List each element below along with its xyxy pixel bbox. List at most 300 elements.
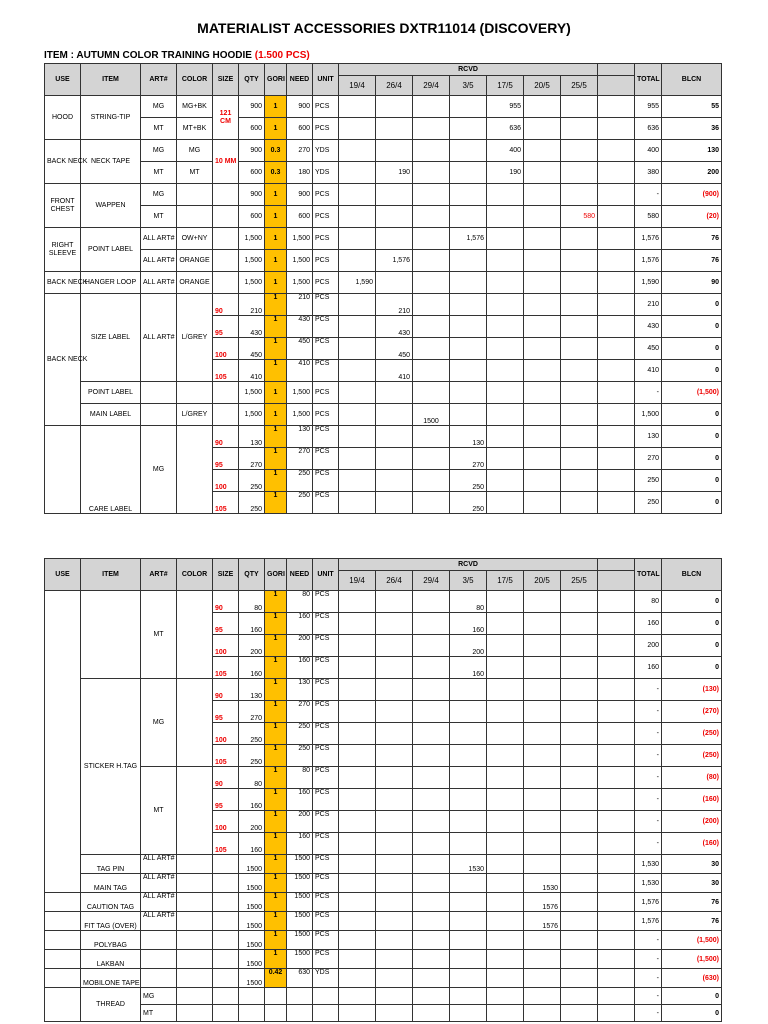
rcvd-date-cell (413, 833, 450, 855)
rcvd-date-cell (487, 206, 524, 228)
rcvd-date-cell (450, 950, 487, 969)
table-row (45, 228, 722, 250)
qty-cell: 160 (239, 657, 265, 679)
rcvd-date-cell (413, 1005, 450, 1022)
gori-cell: 1 (265, 96, 287, 118)
art-cell (141, 950, 177, 969)
rcvd-date-cell (376, 492, 413, 514)
size-cell: 95 (213, 448, 239, 470)
color-cell (177, 767, 213, 855)
need-cell: 130 (287, 426, 313, 448)
rcvd-date-cell (339, 723, 376, 745)
total-cell: - (635, 1005, 662, 1022)
use-cell (45, 988, 81, 1022)
col-header-item: ITEM (81, 64, 141, 96)
size-cell (213, 404, 239, 426)
gori-cell: 1 (265, 404, 287, 426)
color-cell (177, 1005, 213, 1022)
rcvd-blank-cell (598, 140, 635, 162)
table-row (45, 591, 722, 613)
rcvd-date-cell (487, 657, 524, 679)
size-cell: 105 (213, 360, 239, 382)
rcvd-date-cell (413, 206, 450, 228)
unit-cell: PCS (313, 206, 339, 228)
qty-cell: 1,500 (239, 250, 265, 272)
gori-cell: 0.42 (265, 969, 287, 988)
rcvd-date-cell (413, 426, 450, 448)
gori-cell: 1 (265, 294, 287, 316)
color-cell (177, 184, 213, 206)
gori-cell: 1 (265, 382, 287, 404)
gori-cell: 1 (265, 893, 287, 912)
art-cell: ALL ART# (141, 912, 177, 931)
size-cell: 105 (213, 833, 239, 855)
rcvd-date-cell (450, 789, 487, 811)
unit-cell: PCS (313, 118, 339, 140)
rcvd-blank-cell (598, 789, 635, 811)
rcvd-date-cell (376, 184, 413, 206)
item-label: ITEM : AUTUMN COLOR TRAINING HOODIE (44, 50, 252, 61)
total-cell: 1,590 (635, 272, 662, 294)
rcvd-date-cell: 190 (376, 162, 413, 184)
rcvd-date-cell (561, 988, 598, 1005)
art-cell: MG (141, 988, 177, 1005)
rcvd-date-cell (413, 874, 450, 893)
rcvd-date-cell (561, 855, 598, 874)
rcvd-date-cell (376, 789, 413, 811)
balance-cell: 55 (662, 96, 722, 118)
rcvd-date-cell (561, 470, 598, 492)
rcvd-date-cell (413, 988, 450, 1005)
unit-cell (313, 1005, 339, 1022)
need-cell (287, 1005, 313, 1022)
art-cell: MT (141, 591, 177, 679)
rcvd-blank-cell (598, 184, 635, 206)
rcvd-date-cell (450, 140, 487, 162)
col-header-blank (598, 64, 635, 76)
qty-cell: 600 (239, 206, 265, 228)
total-cell: 200 (635, 635, 662, 657)
rcvd-date-cell (561, 184, 598, 206)
rcvd-date-cell (413, 250, 450, 272)
rcvd-date-cell (339, 294, 376, 316)
color-cell (177, 893, 213, 912)
size-cell: 90 (213, 679, 239, 701)
rcvd-date-cell (339, 228, 376, 250)
balance-cell: 0 (662, 492, 722, 514)
col-header-unit: UNIT (313, 559, 339, 591)
size-cell: 90 (213, 767, 239, 789)
use-cell (45, 969, 81, 988)
use-cell (45, 591, 81, 893)
col-header-date: 20/5 (524, 76, 561, 96)
materials-table-1 (44, 63, 722, 514)
rcvd-date-cell (450, 118, 487, 140)
table-row (45, 184, 722, 206)
color-cell (177, 912, 213, 931)
rcvd-date-cell: 1500 (413, 404, 450, 426)
col-header-date: 25/5 (561, 571, 598, 591)
size-cell: 95 (213, 789, 239, 811)
gori-cell: 1 (265, 912, 287, 931)
color-cell: MT+BK (177, 118, 213, 140)
unit-cell: PCS (313, 635, 339, 657)
rcvd-date-cell (450, 833, 487, 855)
rcvd-date-cell (524, 613, 561, 635)
color-cell (177, 950, 213, 969)
art-cell (141, 382, 177, 404)
rcvd-date-cell (561, 969, 598, 988)
qty-cell: 410 (239, 360, 265, 382)
rcvd-date-cell (487, 833, 524, 855)
unit-cell: PCS (313, 874, 339, 893)
rcvd-blank-cell (598, 316, 635, 338)
rcvd-date-cell (524, 206, 561, 228)
rcvd-date-cell (487, 969, 524, 988)
need-cell: 1500 (287, 931, 313, 950)
total-cell: 160 (635, 613, 662, 635)
item-cell: HANGER LOOP (81, 272, 141, 294)
balance-cell: 76 (662, 228, 722, 250)
total-cell: 130 (635, 426, 662, 448)
rcvd-date-cell (376, 723, 413, 745)
rcvd-date-cell (524, 228, 561, 250)
table-row (45, 382, 722, 404)
rcvd-date-cell (561, 657, 598, 679)
unit-cell: PCS (313, 96, 339, 118)
need-cell: 250 (287, 470, 313, 492)
color-cell (177, 679, 213, 767)
qty-cell: 600 (239, 118, 265, 140)
rcvd-date-cell (524, 96, 561, 118)
rcvd-date-cell: 400 (487, 140, 524, 162)
rcvd-date-cell (413, 767, 450, 789)
art-cell: ALL ART# (141, 228, 177, 250)
gori-cell: 1 (265, 874, 287, 893)
rcvd-date-cell (413, 591, 450, 613)
rcvd-date-cell (413, 96, 450, 118)
rcvd-date-cell (487, 635, 524, 657)
size-cell: 90 (213, 591, 239, 613)
col-header-art: ART# (141, 64, 177, 96)
total-cell: 1,530 (635, 874, 662, 893)
qty-cell: 160 (239, 833, 265, 855)
rcvd-date-cell (524, 950, 561, 969)
table-row (45, 855, 722, 874)
need-cell: 410 (287, 360, 313, 382)
need-cell: 270 (287, 140, 313, 162)
need-cell: 630 (287, 969, 313, 988)
rcvd-date-cell (487, 745, 524, 767)
color-cell: ORANGE (177, 250, 213, 272)
rcvd-date-cell (376, 470, 413, 492)
balance-cell: 0 (662, 591, 722, 613)
rcvd-date-cell (413, 893, 450, 912)
use-cell: BACK NECK (45, 272, 81, 294)
rcvd-date-cell (561, 811, 598, 833)
rcvd-date-cell (376, 679, 413, 701)
col-header-blcn: BLCN (662, 64, 722, 96)
rcvd-date-cell (524, 657, 561, 679)
rcvd-date-cell (561, 679, 598, 701)
rcvd-date-cell (524, 635, 561, 657)
use-cell (45, 893, 81, 912)
rcvd-date-cell (376, 382, 413, 404)
col-header-rcvd: RCVD (339, 64, 598, 76)
total-cell: 1,576 (635, 250, 662, 272)
rcvd-date-cell: 1530 (524, 874, 561, 893)
rcvd-blank-cell (598, 931, 635, 950)
rcvd-date-cell (376, 228, 413, 250)
table-row (45, 679, 722, 701)
art-cell: MG (141, 679, 177, 767)
table-row (45, 893, 722, 912)
col-header-art: ART# (141, 559, 177, 591)
rcvd-date-cell: 1,576 (376, 250, 413, 272)
size-cell (213, 382, 239, 404)
color-cell (177, 426, 213, 514)
rcvd-date-cell (524, 382, 561, 404)
qty-cell: 1500 (239, 950, 265, 969)
qty-cell: 250 (239, 492, 265, 514)
rcvd-date-cell (487, 404, 524, 426)
total-cell: 250 (635, 492, 662, 514)
rcvd-date-cell (376, 811, 413, 833)
rcvd-blank-cell (598, 613, 635, 635)
col-header-need: NEED (287, 559, 313, 591)
size-cell: 95 (213, 701, 239, 723)
need-cell: 160 (287, 789, 313, 811)
rcvd-blank-cell (598, 701, 635, 723)
item-cell: SIZE LABEL (81, 294, 141, 382)
rcvd-date-cell (376, 635, 413, 657)
qty-cell: 130 (239, 679, 265, 701)
rcvd-date-cell (561, 492, 598, 514)
table-row (45, 96, 722, 118)
rcvd-date-cell: 580 (561, 206, 598, 228)
unit-cell: PCS (313, 811, 339, 833)
rcvd-date-cell (413, 470, 450, 492)
rcvd-date-cell (376, 969, 413, 988)
need-cell: 600 (287, 118, 313, 140)
gori-cell: 1 (265, 931, 287, 950)
gori-cell: 1 (265, 855, 287, 874)
balance-cell: 0 (662, 657, 722, 679)
size-cell: 100 (213, 723, 239, 745)
rcvd-date-cell (339, 162, 376, 184)
table-row (45, 912, 722, 931)
balance-cell: 0 (662, 426, 722, 448)
use-cell: HOOD (45, 96, 81, 140)
balance-cell: 30 (662, 855, 722, 874)
qty-cell: 1,500 (239, 272, 265, 294)
size-cell (213, 1005, 239, 1022)
rcvd-date-cell: 1576 (524, 893, 561, 912)
rcvd-date-cell (413, 969, 450, 988)
rcvd-date-cell (561, 250, 598, 272)
rcvd-date-cell (339, 404, 376, 426)
unit-cell: PCS (313, 701, 339, 723)
qty-cell (239, 1005, 265, 1022)
rcvd-date-cell: 1530 (450, 855, 487, 874)
rcvd-blank-cell (598, 118, 635, 140)
art-cell: ALL ART# (141, 874, 177, 893)
gori-cell: 1 (265, 613, 287, 635)
rcvd-date-cell (561, 140, 598, 162)
total-cell: 400 (635, 140, 662, 162)
rcvd-date-cell (376, 404, 413, 426)
qty-cell: 270 (239, 448, 265, 470)
rcvd-blank-cell (598, 338, 635, 360)
col-header-date: 3/5 (450, 76, 487, 96)
rcvd-blank-cell (598, 426, 635, 448)
qty-cell: 450 (239, 338, 265, 360)
rcvd-date-cell (339, 96, 376, 118)
rcvd-date-cell: 1576 (524, 912, 561, 931)
rcvd-date-cell (376, 613, 413, 635)
total-cell: 1,576 (635, 912, 662, 931)
unit-cell: PCS (313, 789, 339, 811)
rcvd-date-cell (339, 833, 376, 855)
total-cell: - (635, 811, 662, 833)
need-cell: 270 (287, 701, 313, 723)
rcvd-date-cell (487, 1005, 524, 1022)
col-header-size: SIZE (213, 559, 239, 591)
rcvd-date-cell: 955 (487, 96, 524, 118)
qty-cell: 80 (239, 767, 265, 789)
use-cell: BACK NECK (45, 294, 81, 426)
item-cell: NECK TAPE (81, 140, 141, 184)
item-cell: POLYBAG (81, 931, 141, 950)
unit-cell: PCS (313, 184, 339, 206)
col-header-date: 17/5 (487, 571, 524, 591)
need-cell: 1500 (287, 855, 313, 874)
gori-cell: 1 (265, 811, 287, 833)
rcvd-date-cell (524, 723, 561, 745)
rcvd-date-cell (376, 874, 413, 893)
size-cell: 90 (213, 426, 239, 448)
col-header-date: 26/4 (376, 76, 413, 96)
col-header-date: 25/5 (561, 76, 598, 96)
art-cell (141, 931, 177, 950)
size-cell (213, 228, 239, 250)
rcvd-date-cell (524, 162, 561, 184)
rcvd-date-cell (450, 272, 487, 294)
qty-cell: 900 (239, 96, 265, 118)
art-cell (141, 404, 177, 426)
rcvd-date-cell (376, 1005, 413, 1022)
color-cell: MG (177, 140, 213, 162)
rcvd-date-cell: 1,590 (339, 272, 376, 294)
rcvd-blank-cell (598, 294, 635, 316)
rcvd-date-cell (376, 448, 413, 470)
rcvd-date-cell (561, 723, 598, 745)
rcvd-date-cell (376, 931, 413, 950)
col-header-color: COLOR (177, 559, 213, 591)
rcvd-date-cell (487, 931, 524, 950)
rcvd-date-cell (561, 745, 598, 767)
gori-cell: 1 (265, 635, 287, 657)
rcvd-date-cell (561, 893, 598, 912)
rcvd-date-cell (487, 316, 524, 338)
rcvd-date-cell (339, 874, 376, 893)
art-cell: MG (141, 96, 177, 118)
rcvd-date-cell (487, 492, 524, 514)
rcvd-date-cell (524, 591, 561, 613)
rcvd-date-cell (376, 272, 413, 294)
rcvd-date-cell (339, 767, 376, 789)
art-cell: MT (141, 118, 177, 140)
balance-cell: (250) (662, 723, 722, 745)
table-row (45, 272, 722, 294)
rcvd-blank-cell (598, 723, 635, 745)
rcvd-date-cell (339, 1005, 376, 1022)
size-cell: 100 (213, 811, 239, 833)
total-cell: - (635, 767, 662, 789)
rcvd-date-cell (339, 613, 376, 635)
rcvd-date-cell (339, 893, 376, 912)
rcvd-date-cell (561, 360, 598, 382)
rcvd-blank-cell (598, 657, 635, 679)
qty-cell: 210 (239, 294, 265, 316)
rcvd-date-cell (487, 950, 524, 969)
rcvd-blank-cell (598, 988, 635, 1005)
rcvd-date-cell (450, 162, 487, 184)
col-header-use: USE (45, 64, 81, 96)
table-row (45, 874, 722, 893)
rcvd-blank-cell (598, 382, 635, 404)
item-cell: MOBILONE TAPE (81, 969, 141, 988)
rcvd-date-cell (376, 745, 413, 767)
unit-cell: PCS (313, 316, 339, 338)
need-cell: 1500 (287, 893, 313, 912)
unit-cell: PCS (313, 931, 339, 950)
rcvd-date-cell (450, 893, 487, 912)
rcvd-blank-cell (598, 635, 635, 657)
rcvd-date-cell (524, 969, 561, 988)
rcvd-date-cell (339, 338, 376, 360)
total-cell: - (635, 382, 662, 404)
balance-cell: 0 (662, 316, 722, 338)
balance-cell: 76 (662, 893, 722, 912)
rcvd-date-cell (339, 382, 376, 404)
color-cell (177, 206, 213, 228)
item-cell: STICKER H.TAG (81, 679, 141, 855)
art-cell: MT (141, 206, 177, 228)
size-cell: 105 (213, 492, 239, 514)
size-cell (213, 988, 239, 1005)
balance-cell: 0 (662, 635, 722, 657)
rcvd-date-cell (524, 250, 561, 272)
total-cell: - (635, 950, 662, 969)
gori-cell: 1 (265, 118, 287, 140)
rcvd-date-cell: 250 (450, 470, 487, 492)
rcvd-blank-cell (598, 228, 635, 250)
balance-cell: (160) (662, 789, 722, 811)
art-cell: ALL ART# (141, 250, 177, 272)
col-header-date: 3/5 (450, 571, 487, 591)
rcvd-date-cell (376, 206, 413, 228)
rcvd-date-cell (450, 969, 487, 988)
rcvd-date-cell (524, 701, 561, 723)
unit-cell: PCS (313, 723, 339, 745)
rcvd-date-cell (487, 228, 524, 250)
rcvd-date-cell (524, 492, 561, 514)
item-cell: POINT LABEL (81, 382, 141, 404)
rcvd-blank-cell (598, 206, 635, 228)
rcvd-date-cell (413, 184, 450, 206)
balance-cell: (1,500) (662, 931, 722, 950)
